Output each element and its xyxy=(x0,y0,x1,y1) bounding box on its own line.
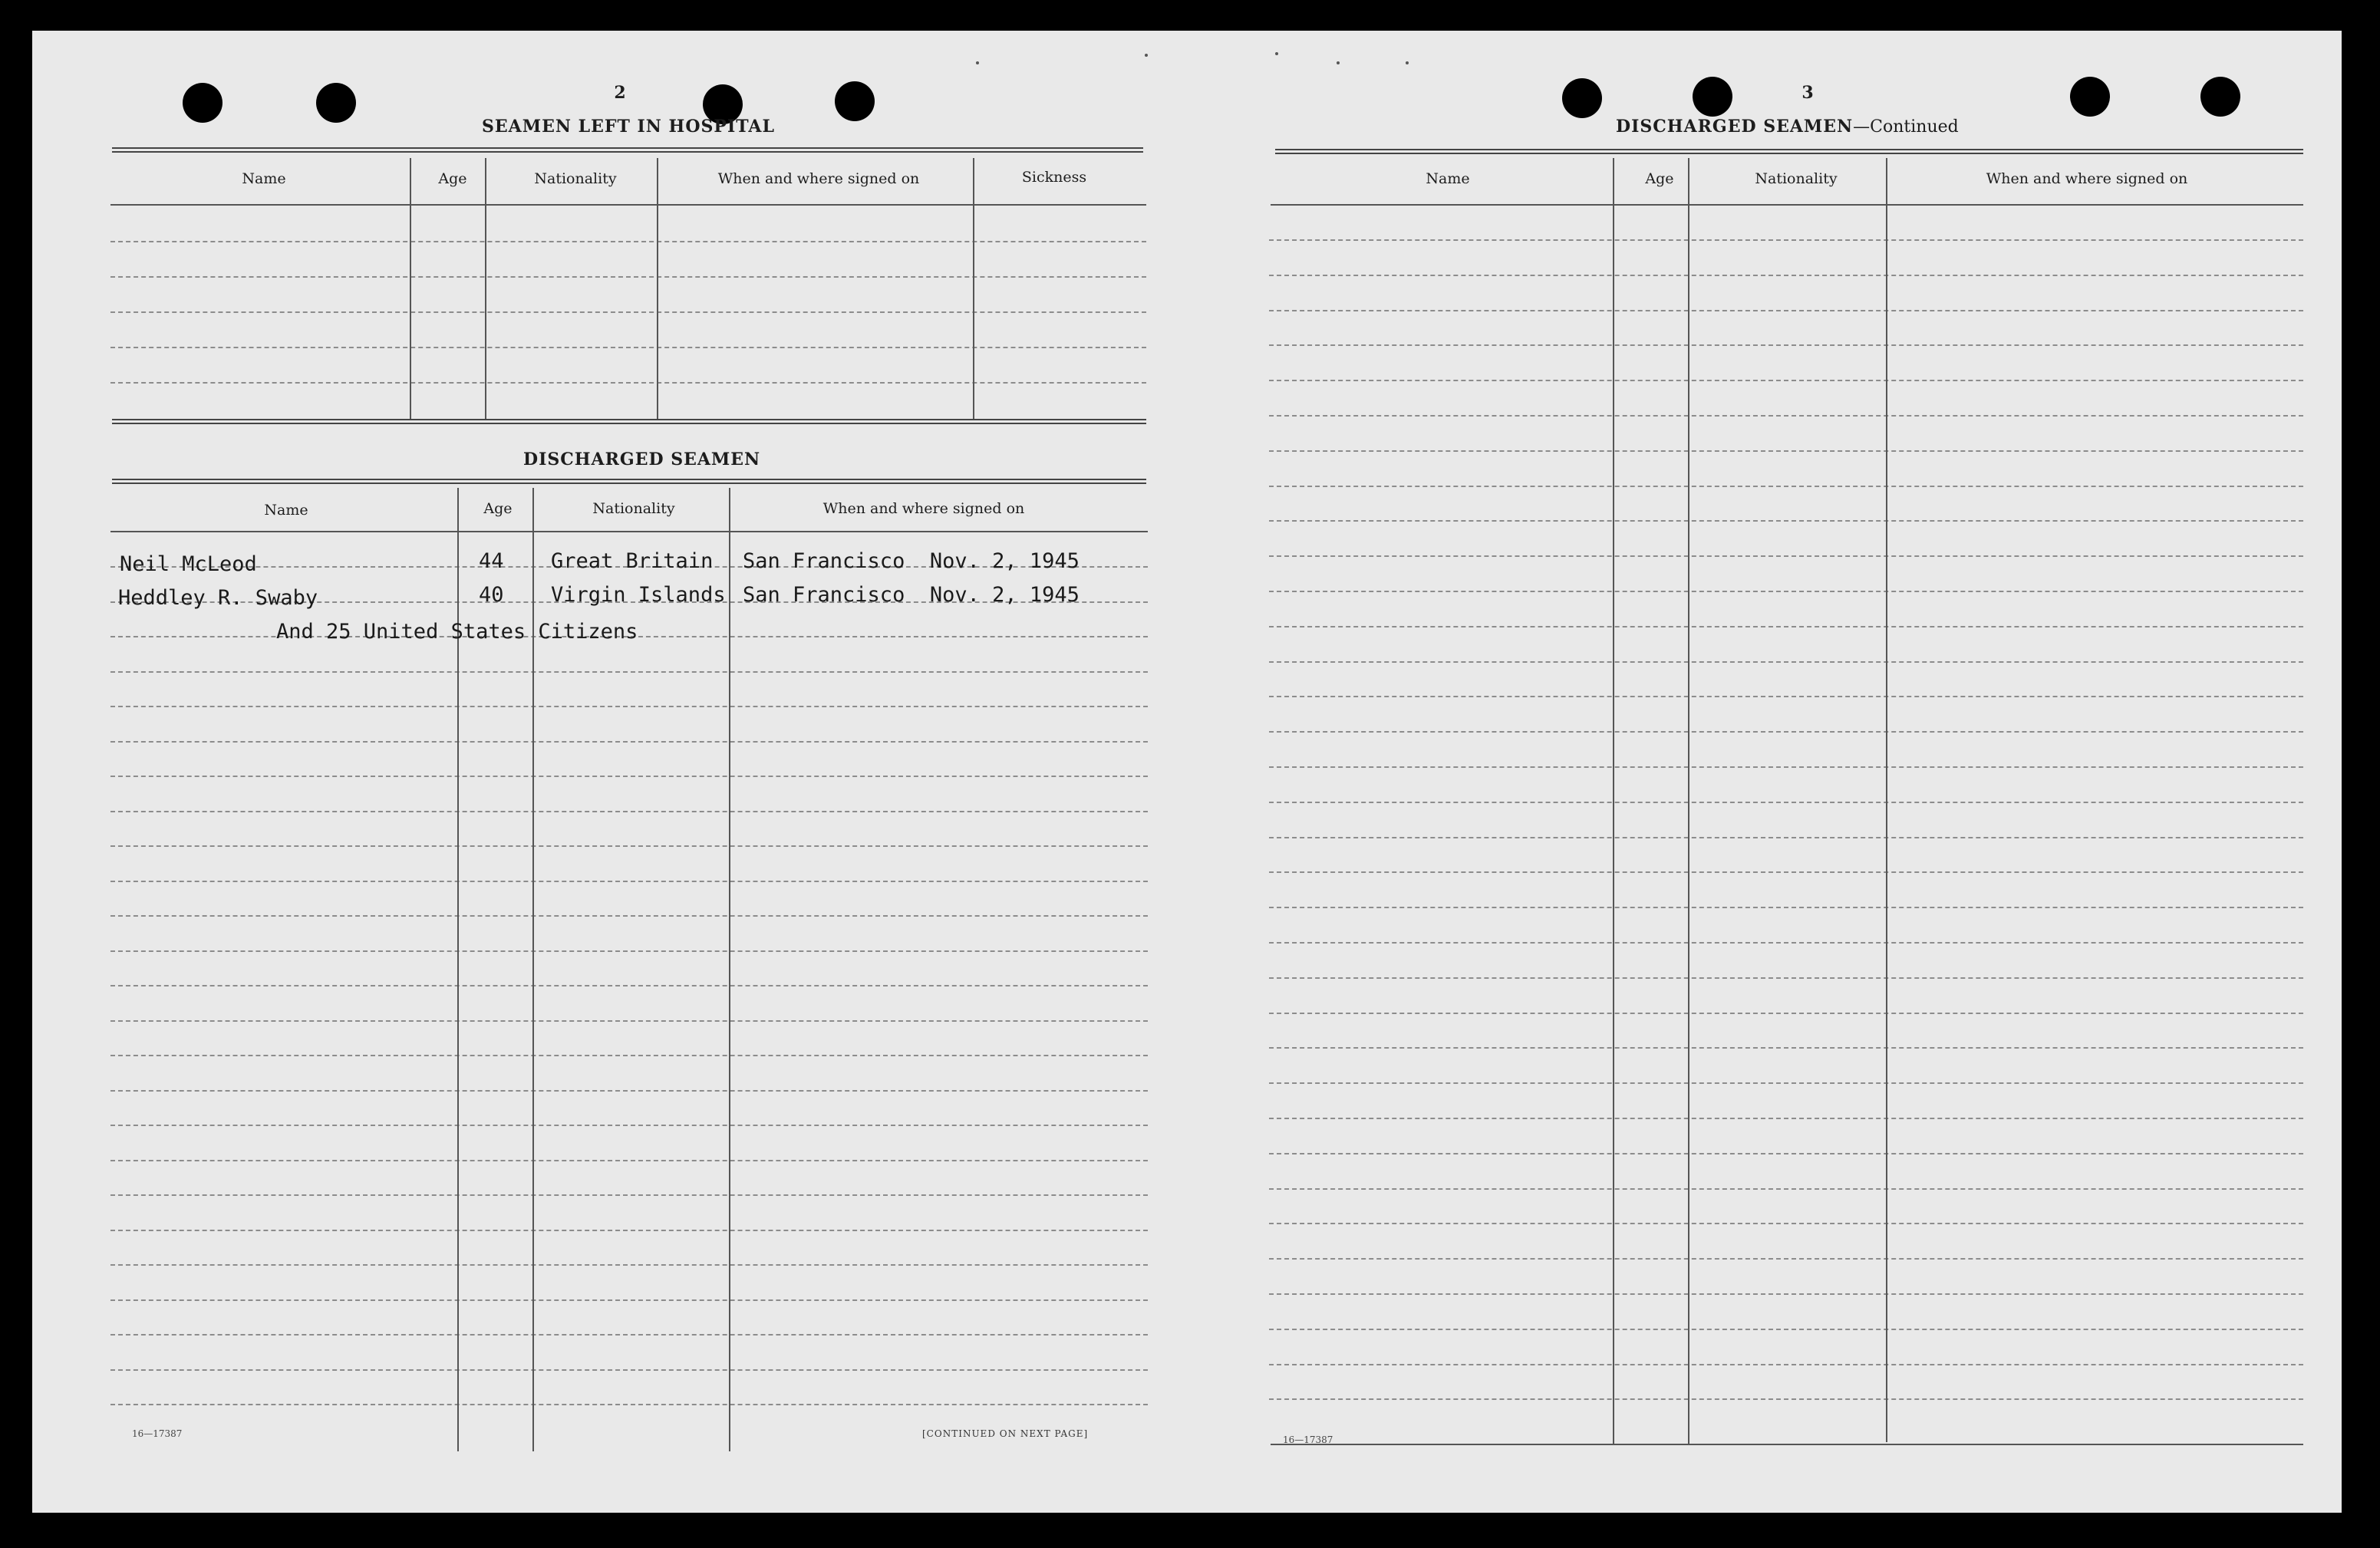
continued-note: [CONTINUED ON NEXT PAGE] xyxy=(922,1428,1089,1439)
page-number: 2 xyxy=(614,83,626,103)
ruled-line xyxy=(1269,942,2303,944)
ruled-line xyxy=(110,671,1148,673)
ruled-line xyxy=(110,776,1148,777)
punch-hole xyxy=(2200,77,2240,117)
ruled-line xyxy=(1269,1258,2303,1260)
speck xyxy=(1145,54,1148,57)
seaman-nationality: Virgin Islands xyxy=(551,583,726,607)
seaman-name: Heddley R. Swaby xyxy=(118,586,318,610)
ruled-line xyxy=(110,241,1146,242)
ruled-line xyxy=(1269,731,2303,733)
seaman-nationality: Great Britain xyxy=(551,549,714,573)
ruled-line xyxy=(1269,661,2303,663)
col-header-age: Age xyxy=(483,500,513,517)
ruled-line xyxy=(110,950,1148,952)
ruled-line xyxy=(1269,1364,2303,1365)
speck xyxy=(976,61,979,64)
column-divider xyxy=(485,158,486,419)
ruled-line xyxy=(1269,275,2303,276)
ruled-line xyxy=(110,915,1148,917)
col-header-name: Name xyxy=(264,502,308,519)
seaman-age: 44 xyxy=(479,549,504,573)
discharged-section-title: DISCHARGED SEAMEN xyxy=(523,450,761,469)
col-header-nationality: Nationality xyxy=(1755,170,1838,187)
ruled-line xyxy=(1269,977,2303,979)
ruled-line xyxy=(110,706,1148,707)
ruled-line xyxy=(1269,344,2303,346)
form-number: 16—17387 xyxy=(1283,1434,1333,1445)
col-header-nationality: Nationality xyxy=(592,500,675,517)
punch-hole xyxy=(1562,78,1602,118)
col-header-signed-on: When and where signed on xyxy=(822,500,1025,517)
ruled-line xyxy=(110,985,1148,986)
column-divider xyxy=(729,488,730,1451)
ruled-line xyxy=(1269,802,2303,803)
page-number: 3 xyxy=(1801,83,1814,103)
ruled-line xyxy=(110,382,1146,384)
ruled-line xyxy=(1269,766,2303,768)
ruled-line xyxy=(1269,380,2303,381)
ruled-line xyxy=(110,1090,1148,1092)
title-suffix: —Continued xyxy=(1853,117,1959,137)
ruled-line xyxy=(110,1334,1148,1336)
seaman-signed-on: San Francisco Nov. 2, 1945 xyxy=(743,549,1080,573)
ruled-line xyxy=(110,845,1148,847)
ruled-line xyxy=(110,276,1146,278)
title-text: DISCHARGED SEAMEN xyxy=(1616,117,1854,137)
discharged-top-rule xyxy=(112,479,1146,484)
col-header-signed-on: When and where signed on xyxy=(1986,170,2188,187)
ruled-line xyxy=(110,311,1146,313)
right-header-rule xyxy=(1271,204,2303,206)
punch-hole xyxy=(316,83,356,123)
col-header-signed-on: When and where signed on xyxy=(717,170,920,187)
speck xyxy=(1406,61,1409,64)
col-header-sickness: Sickness xyxy=(1021,169,1087,186)
ruled-line xyxy=(110,811,1148,812)
ruled-line xyxy=(1269,415,2303,417)
punch-hole xyxy=(835,81,875,121)
ruled-line xyxy=(1269,555,2303,557)
seaman-signed-on: San Francisco Nov. 2, 1945 xyxy=(743,583,1080,607)
ruled-line xyxy=(110,1160,1148,1161)
ruled-line xyxy=(110,1299,1148,1301)
ruled-line xyxy=(1269,1082,2303,1084)
speck xyxy=(1275,52,1278,55)
ruled-line xyxy=(110,1230,1148,1231)
form-number: 16—17387 xyxy=(132,1428,183,1439)
hospital-section-title: SEAMEN LEFT IN HOSPITAL xyxy=(482,117,775,137)
ruled-line xyxy=(1269,626,2303,627)
ruled-line xyxy=(1269,1118,2303,1119)
ruled-line xyxy=(1269,1293,2303,1295)
ruled-line xyxy=(1269,1047,2303,1049)
col-header-name: Name xyxy=(242,170,286,187)
col-header-age: Age xyxy=(438,170,467,187)
document-sheet xyxy=(32,31,2342,1513)
ruled-line xyxy=(1269,1398,2303,1400)
seaman-name: Neil McLeod xyxy=(120,552,257,576)
ruled-line xyxy=(110,1404,1148,1405)
ruled-line xyxy=(1269,486,2303,487)
column-divider xyxy=(657,158,658,419)
column-divider xyxy=(1688,158,1689,1445)
ruled-line xyxy=(1269,907,2303,908)
ruled-line xyxy=(1269,591,2303,592)
ruled-line xyxy=(110,741,1148,743)
ruled-line xyxy=(110,1020,1148,1022)
hospital-top-rule xyxy=(112,147,1143,153)
column-divider xyxy=(1613,158,1614,1445)
column-divider xyxy=(1886,158,1887,1442)
right-top-rule xyxy=(1275,149,2303,154)
ruled-line xyxy=(1269,1223,2303,1224)
ruled-line xyxy=(1269,837,2303,838)
punch-hole xyxy=(183,83,223,123)
ruled-line xyxy=(1269,1188,2303,1190)
speck xyxy=(1337,61,1340,64)
ruled-line xyxy=(1269,520,2303,522)
ruled-line xyxy=(1269,450,2303,452)
ruled-line xyxy=(1269,1013,2303,1014)
col-header-nationality: Nationality xyxy=(534,170,617,187)
ruled-line xyxy=(110,1055,1148,1056)
ruled-line xyxy=(110,881,1148,882)
column-divider xyxy=(410,158,411,419)
ruled-line xyxy=(110,1264,1148,1266)
ruled-line xyxy=(110,1125,1148,1126)
col-header-age: Age xyxy=(1645,170,1674,187)
ruled-line xyxy=(110,1194,1148,1196)
column-divider xyxy=(973,158,974,419)
seaman-age: 40 xyxy=(479,583,504,607)
hospital-bottom-rule xyxy=(112,419,1146,424)
ruled-line xyxy=(110,347,1146,348)
discharged-header-rule xyxy=(110,531,1148,532)
ruled-line xyxy=(1269,871,2303,873)
ruled-line xyxy=(1269,310,2303,311)
ruled-line xyxy=(1269,1153,2303,1154)
ruled-line xyxy=(1269,696,2303,697)
ruled-line xyxy=(110,1369,1148,1371)
ruled-line xyxy=(1269,239,2303,241)
ruled-line xyxy=(1269,1329,2303,1330)
punch-hole xyxy=(2070,77,2110,117)
right-bottom-rule xyxy=(1271,1444,2303,1445)
col-header-name: Name xyxy=(1426,170,1470,187)
hospital-header-rule xyxy=(110,204,1146,206)
punch-hole xyxy=(1693,77,1732,117)
citizens-note: And 25 United States Citizens xyxy=(276,620,638,644)
discharged-continued-title xyxy=(1616,117,1959,137)
